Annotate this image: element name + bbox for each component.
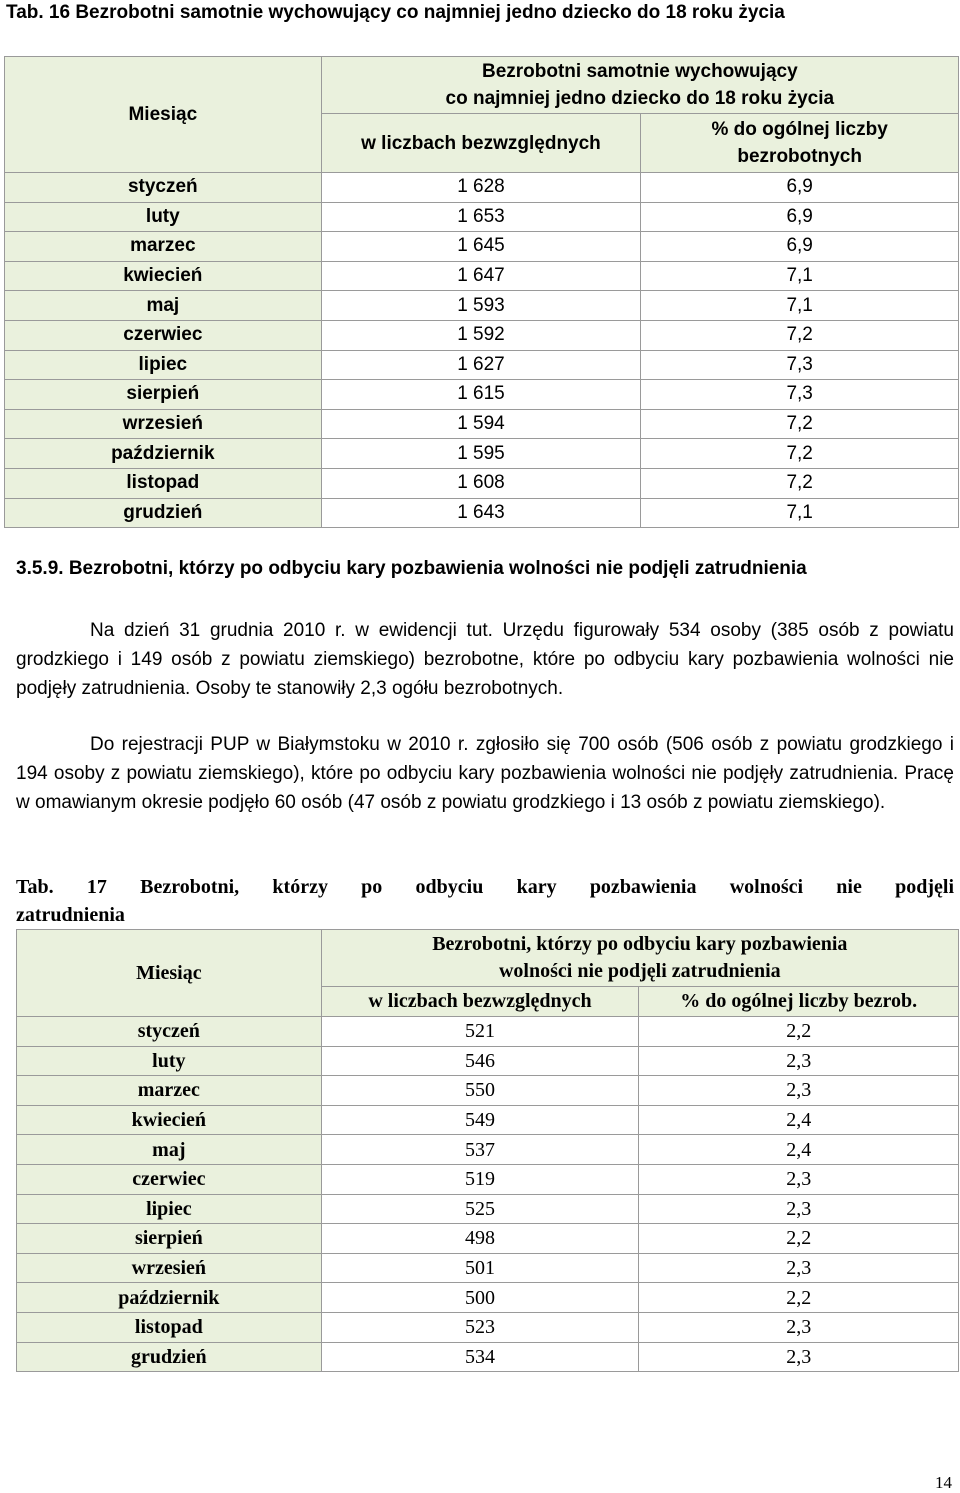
- table17-group-header: [321, 930, 958, 987]
- table17-body: [17, 1017, 959, 1372]
- table17-col-pct: % do ogólnej liczby bezrob.: [639, 987, 959, 1017]
- table-row: [5, 350, 959, 380]
- section-heading: 3.5.9. Bezrobotni, którzy po odbyciu kary pozbawienia wolności nie podjęli zatrudnienia: [16, 558, 807, 579]
- pct-cell: 2,2: [639, 1017, 959, 1047]
- pct-cell: 6,9: [641, 232, 959, 262]
- abs-cell: 550: [321, 1076, 639, 1106]
- month-cell: grudzień: [17, 1342, 322, 1372]
- abs-cell: 523: [321, 1312, 639, 1342]
- table-row: [5, 468, 959, 498]
- abs-cell: 1 593: [321, 291, 641, 321]
- table-row: [17, 1312, 959, 1342]
- month-cell: maj: [5, 291, 322, 321]
- table16-col-pct: [641, 114, 959, 173]
- pct-cell: 6,9: [641, 202, 959, 232]
- abs-cell: 549: [321, 1105, 639, 1135]
- pct-cell: 7,2: [641, 320, 959, 350]
- table-row: [5, 261, 959, 291]
- month-cell: czerwiec: [5, 320, 322, 350]
- table-row: [17, 1224, 959, 1254]
- table16-group-header: [321, 57, 958, 114]
- abs-cell: 537: [321, 1135, 639, 1165]
- month-cell: wrzesień: [5, 409, 322, 439]
- month-cell: marzec: [5, 232, 322, 262]
- table-row: [17, 1046, 959, 1076]
- table-row: [17, 1283, 959, 1313]
- month-cell: grudzień: [5, 498, 322, 528]
- abs-cell: 519: [321, 1164, 639, 1194]
- pct-cell: 7,1: [641, 261, 959, 291]
- table17-group-header-line2: wolności nie podjęli zatrudnienia: [498, 960, 781, 982]
- month-cell: luty: [17, 1046, 322, 1076]
- table17: [16, 929, 959, 1372]
- table-row: [17, 1017, 959, 1047]
- table16-col-abs: w liczbach bezwzględnych: [321, 114, 641, 173]
- table-row: [5, 232, 959, 262]
- month-cell: styczeń: [5, 173, 322, 203]
- table16-group-header-line1: Bezrobotni samotnie wychowujący: [481, 61, 798, 82]
- pct-cell: 2,4: [639, 1135, 959, 1165]
- pct-cell: 2,4: [639, 1105, 959, 1135]
- table-row: [17, 1342, 959, 1372]
- abs-cell: 501: [321, 1253, 639, 1283]
- table-row: [5, 173, 959, 203]
- pct-cell: 7,1: [641, 498, 959, 528]
- table-row: [5, 202, 959, 232]
- table16-col-pct-line2: bezrobotnych: [737, 146, 862, 167]
- abs-cell: 1 628: [321, 173, 641, 203]
- abs-cell: 1 627: [321, 350, 641, 380]
- table-row: [5, 291, 959, 321]
- table16-col-pct-line1: % do ogólnej liczby: [711, 119, 888, 140]
- pct-cell: 7,2: [641, 439, 959, 469]
- month-cell: październik: [17, 1283, 322, 1313]
- pct-cell: 2,2: [639, 1283, 959, 1313]
- paragraph-1: [16, 616, 954, 703]
- pct-cell: 6,9: [641, 173, 959, 203]
- paragraph-2: [16, 730, 954, 817]
- table16: [4, 56, 959, 528]
- abs-cell: 1 653: [321, 202, 641, 232]
- month-cell: wrzesień: [17, 1253, 322, 1283]
- pct-cell: 2,3: [639, 1194, 959, 1224]
- table-row: [17, 1076, 959, 1106]
- abs-cell: 1 615: [321, 380, 641, 410]
- abs-cell: 521: [321, 1017, 639, 1047]
- table17-caption-line2: zatrudnienia: [16, 904, 125, 926]
- month-cell: listopad: [17, 1312, 322, 1342]
- table-row: [17, 1105, 959, 1135]
- table-row: [17, 1253, 959, 1283]
- table-row: [5, 409, 959, 439]
- abs-cell: 1 594: [321, 409, 641, 439]
- page-number: 14: [935, 1473, 952, 1492]
- month-cell: czerwiec: [17, 1164, 322, 1194]
- table16-month-header: Miesiąc: [5, 57, 322, 173]
- pct-cell: 2,3: [639, 1164, 959, 1194]
- month-cell: styczeń: [17, 1017, 322, 1047]
- pct-cell: 7,2: [641, 468, 959, 498]
- month-cell: listopad: [5, 468, 322, 498]
- paragraph-1-text: Na dzień 31 grudnia 2010 r. w ewidencji tut. Urzędu figurowały 534 osoby (385 osób z powiatu grodzkiego i 149 osób z powiatu ziemskiego) bezrobotne, które po odbyciu kary pozbawienia wolności nie podjęły zatrudnienia. Osoby te stanowiły 2,3 ogółu bezrobotnych.: [16, 620, 954, 699]
- table17-caption-line1: Tab. 17 Bezrobotni, którzy po odbyciu kary pozbawienia wolności nie podjęli: [16, 876, 954, 898]
- pct-cell: 2,2: [639, 1224, 959, 1254]
- abs-cell: 546: [321, 1046, 639, 1076]
- table-row: [5, 380, 959, 410]
- abs-cell: 1 595: [321, 439, 641, 469]
- table16-group-header-line2: co najmniej jedno dziecko do 18 roku życia: [445, 88, 835, 109]
- month-cell: lipiec: [5, 350, 322, 380]
- table-row: [17, 1194, 959, 1224]
- pct-cell: 7,3: [641, 380, 959, 410]
- table17-col-abs: w liczbach bezwzględnych: [321, 987, 639, 1017]
- month-cell: sierpień: [5, 380, 322, 410]
- pct-cell: 2,3: [639, 1312, 959, 1342]
- table-row: [17, 1164, 959, 1194]
- abs-cell: 1 645: [321, 232, 641, 262]
- abs-cell: 1 647: [321, 261, 641, 291]
- abs-cell: 534: [321, 1342, 639, 1372]
- table-row: [5, 320, 959, 350]
- month-cell: sierpień: [17, 1224, 322, 1254]
- abs-cell: 500: [321, 1283, 639, 1313]
- pct-cell: 2,3: [639, 1342, 959, 1372]
- month-cell: kwiecień: [17, 1105, 322, 1135]
- table-row: [5, 498, 959, 528]
- table17-month-header: Miesiąc: [17, 930, 322, 1017]
- month-cell: maj: [17, 1135, 322, 1165]
- table17-group-header-line1: Bezrobotni, którzy po odbyciu kary pozbawienia: [432, 933, 848, 955]
- pct-cell: 2,3: [639, 1076, 959, 1106]
- month-cell: lipiec: [17, 1194, 322, 1224]
- month-cell: październik: [5, 439, 322, 469]
- month-cell: luty: [5, 202, 322, 232]
- month-cell: kwiecień: [5, 261, 322, 291]
- abs-cell: 498: [321, 1224, 639, 1254]
- abs-cell: 1 592: [321, 320, 641, 350]
- table16-caption: Tab. 16 Bezrobotni samotnie wychowujący co najmniej jedno dziecko do 18 roku życia: [6, 2, 785, 23]
- pct-cell: 2,3: [639, 1253, 959, 1283]
- pct-cell: 7,2: [641, 409, 959, 439]
- abs-cell: 1 608: [321, 468, 641, 498]
- table-row: [5, 439, 959, 469]
- pct-cell: 2,3: [639, 1046, 959, 1076]
- pct-cell: 7,1: [641, 291, 959, 321]
- table16-body: [5, 173, 959, 528]
- abs-cell: 525: [321, 1194, 639, 1224]
- abs-cell: 1 643: [321, 498, 641, 528]
- table-row: [17, 1135, 959, 1165]
- pct-cell: 7,3: [641, 350, 959, 380]
- month-cell: marzec: [17, 1076, 322, 1106]
- paragraph-2-text: Do rejestracji PUP w Białymstoku w 2010 r. zgłosiło się 700 osób (506 osób z powiatu grodzkiego i 194 osoby z powiatu ziemskiego), które po odbyciu kary pozbawienia wolności nie podjęły zatrudnienia. Pracę w omawianym okresie podjęło 60 osób (47 osób z powiatu grodzkiego i 13 osób z powiatu ziemskiego).: [16, 734, 954, 813]
